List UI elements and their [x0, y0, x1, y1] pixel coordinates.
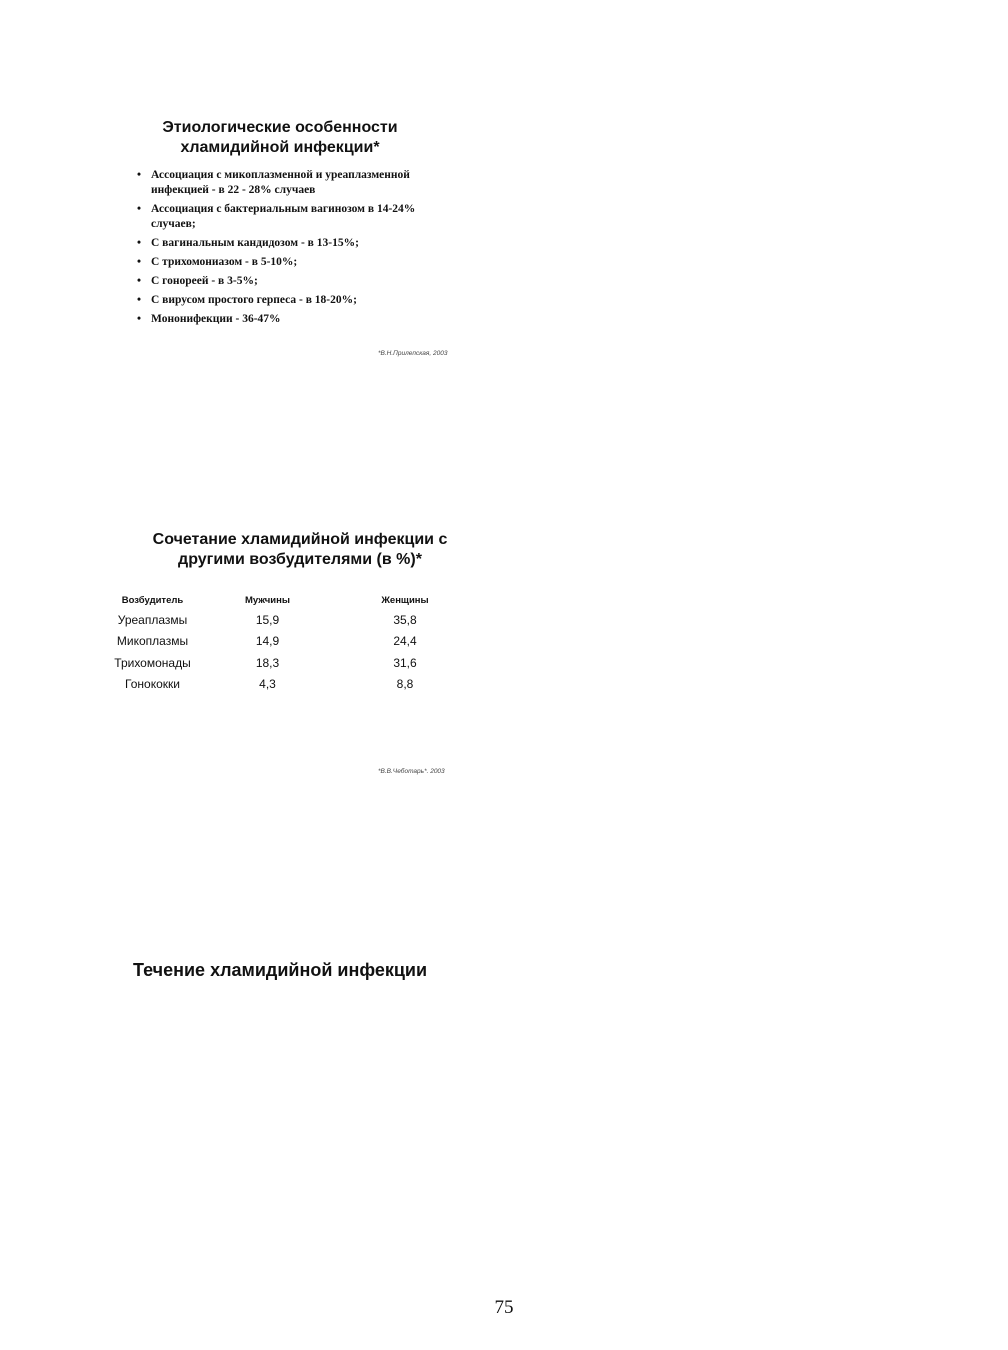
bullet-item: • С гонореей - в 3-5%; [135, 274, 445, 289]
table-row [100, 609, 480, 631]
title-line-2: другими возбудителями (в %)* [178, 551, 422, 568]
table-cell: 15,9 [255, 612, 280, 627]
table-cell: Гонококки [125, 677, 180, 692]
table-row [100, 652, 480, 674]
slide-coinfection [0, 525, 600, 785]
source-citation: *В.Н.Прилепская, 2003 [378, 350, 448, 357]
column-header: Женщины [381, 594, 429, 606]
table-cell: 35,8 [393, 612, 417, 627]
bullet-item: • С вирусом простого герпеса - в 18-20%; [135, 293, 445, 308]
column-header: Возбудитель [121, 594, 184, 606]
table-row [100, 674, 480, 696]
table-cell: 8,8 [396, 677, 414, 692]
source-citation: *В.В.Чеботарь*. 2003 [378, 768, 445, 775]
coinfection-table [100, 591, 480, 695]
slide-title [130, 530, 470, 570]
table-header-row [100, 591, 480, 609]
table-cell: Уреаплазмы [117, 612, 188, 627]
slide-title: Течение хламидийной инфекции [133, 960, 428, 980]
table-cell: 31,6 [393, 655, 417, 670]
table-cell: Микоплазмы [116, 634, 189, 649]
title-line-1: Этиологические особенности [162, 119, 398, 136]
table-row [100, 631, 480, 653]
table-cell: 4,3 [259, 677, 276, 692]
table-cell: 14,9 [255, 634, 280, 649]
title-line-2: хламидийной инфекции* [180, 139, 380, 156]
bullet-item: • Ассоциация с бактериальным вагинозом в 14-24% случаев; [135, 202, 445, 232]
bullet-item: • Ассоциация с микоплазменной и уреаплазменной инфекцией - в 22 - 28% случаев [135, 168, 445, 198]
column-header: Мужчины [244, 594, 291, 606]
table-cell: 18,3 [255, 655, 280, 670]
slide-title [130, 118, 430, 158]
etiology-bullet-list [135, 168, 445, 331]
table-cell: Трихомонады [114, 655, 191, 670]
slide-etiology [0, 110, 600, 370]
bullet-item: • С трихомониазом - в 5-10%; [135, 255, 445, 270]
table-cell: 24,4 [393, 634, 417, 649]
bullet-item: • Мононифекции - 36-47% [135, 312, 445, 327]
bullet-item: • С вагинальным кандидозом - в 13-15%; [135, 236, 445, 251]
title-line-1: Сочетание хламидийной инфекции с [152, 531, 448, 548]
page-number: 75 [494, 1297, 514, 1318]
